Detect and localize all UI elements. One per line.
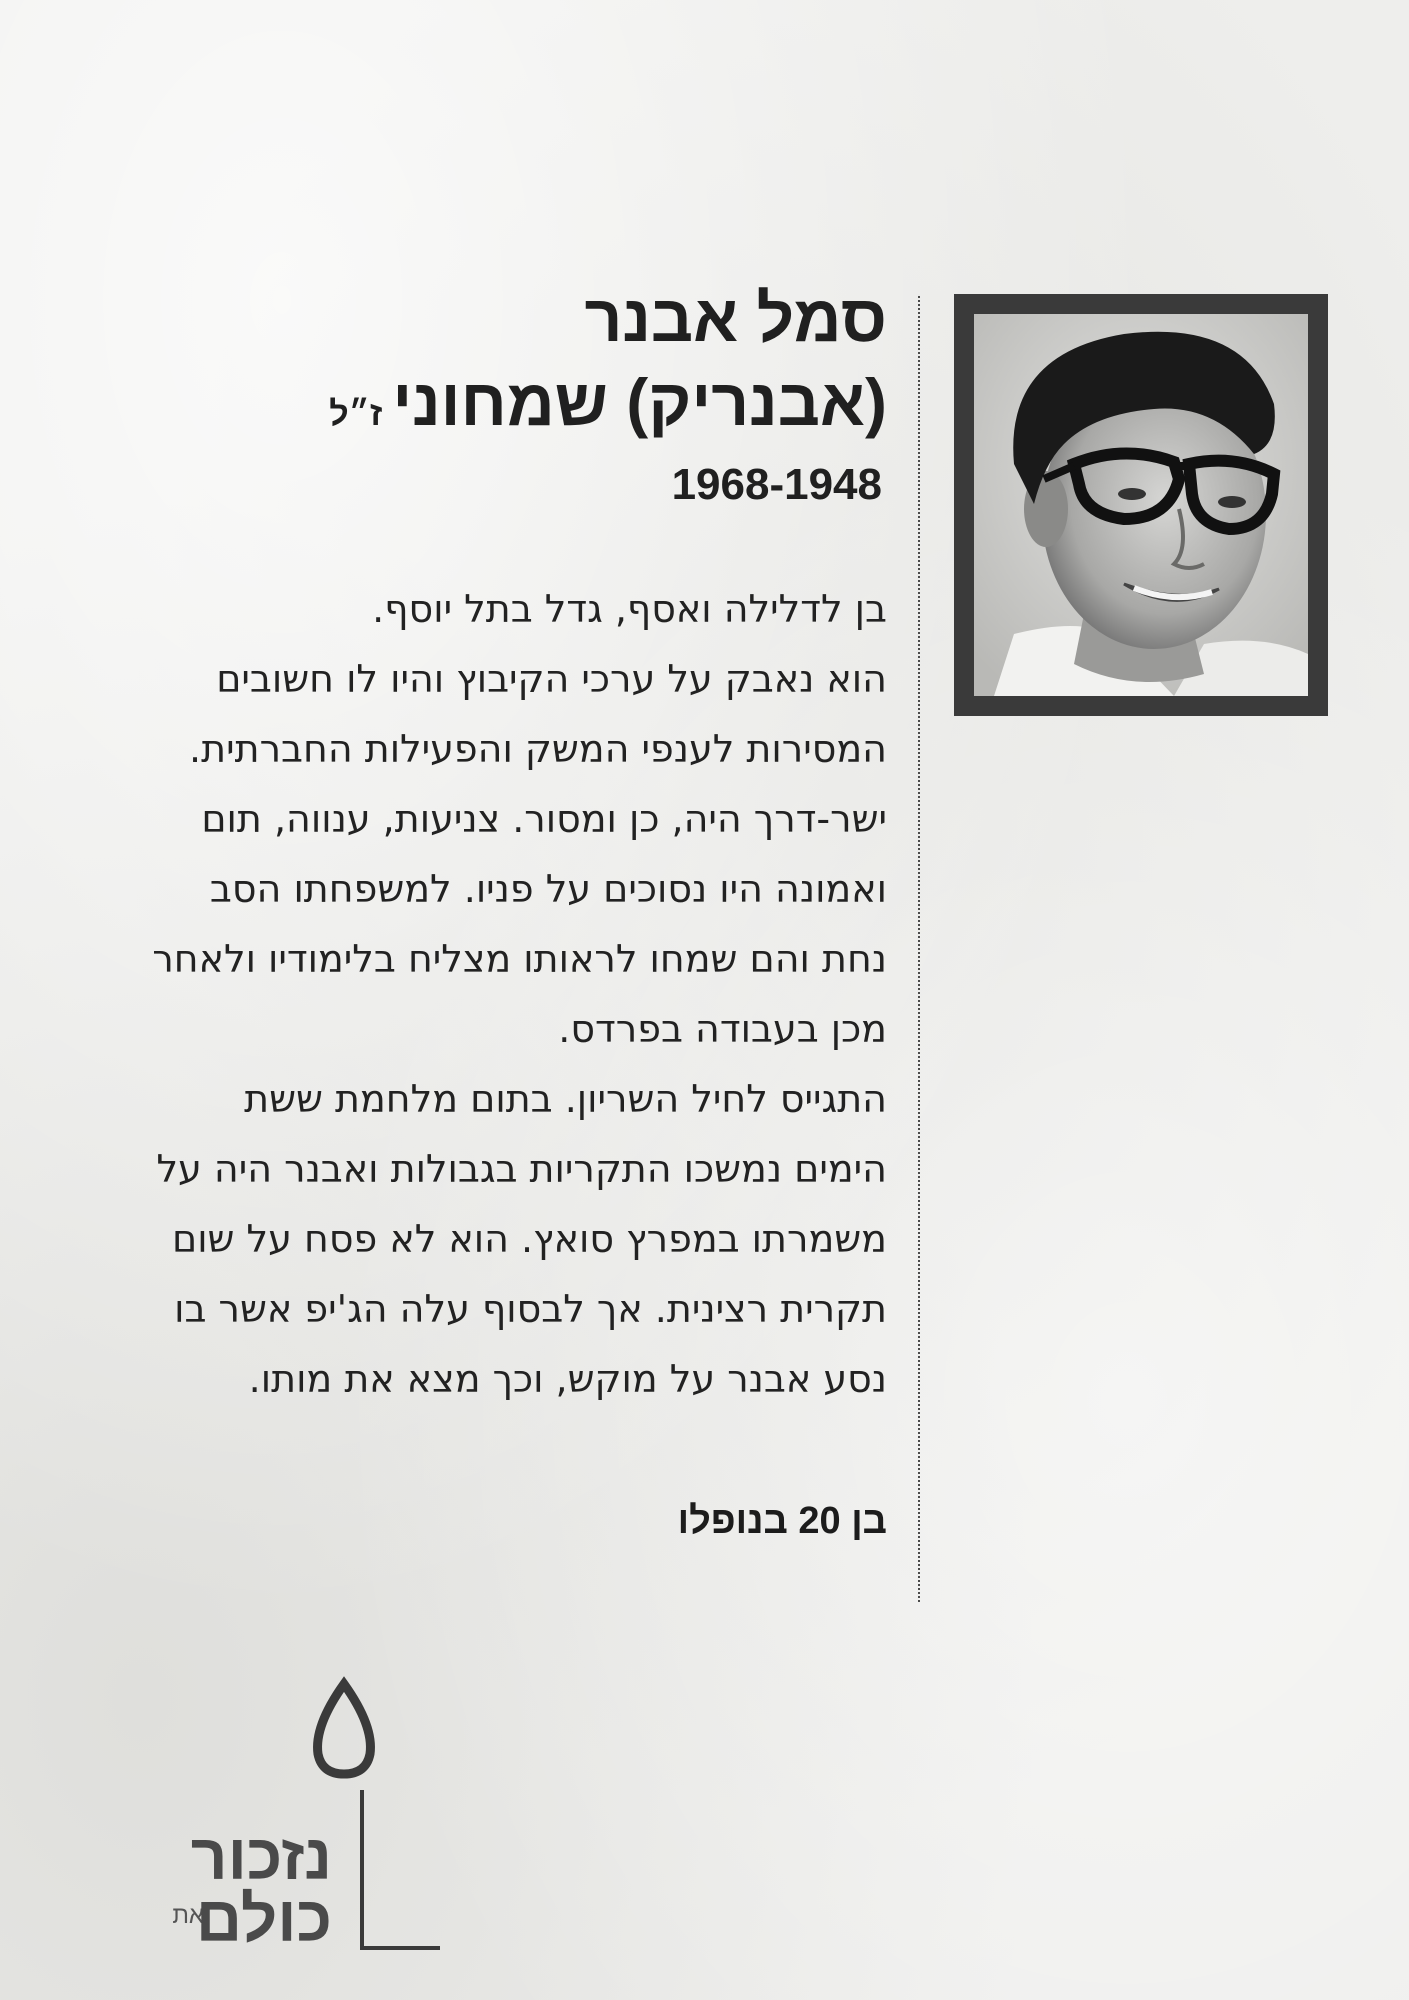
bio-line: ישר-דרך היה, כן ומסור. צניעות, ענווה, תום bbox=[201, 797, 887, 841]
bio-line: נסע אבנר על מוקש, וכך מצא את מותו. bbox=[248, 1357, 887, 1401]
bio-line: ואמונה היו נסוכים על פניו. למשפחתו הסב bbox=[209, 867, 887, 911]
dotted-divider bbox=[918, 296, 920, 1602]
logo-line-1: נזכור bbox=[190, 1821, 332, 1893]
bio-line: משמרתו במפרץ סואץ. הוא לא פסח על שום bbox=[171, 1217, 887, 1261]
memorial-title bbox=[127, 276, 887, 456]
logo-small-word: את bbox=[172, 1902, 204, 1929]
name-line-2 bbox=[127, 360, 887, 456]
age-at-death: בן 20 בנופלו bbox=[677, 1500, 887, 1542]
portrait-photo bbox=[974, 314, 1308, 696]
bio-line: תקרית רצינית. אך לבסוף עלה הג'יפ אשר בו bbox=[174, 1287, 887, 1331]
bio-line: מכן בעבודה בפרדס. bbox=[558, 1007, 887, 1051]
logo-line-2: כולם bbox=[195, 1883, 332, 1955]
biography bbox=[107, 574, 887, 1414]
life-years: 1968-1948 bbox=[671, 460, 882, 509]
bio-line: המסירות לענפי המשק והפעילות החברתית. bbox=[189, 727, 887, 771]
name-line-2-text: (אבנריק) שמחוני bbox=[392, 365, 887, 439]
name-line-1: סמל אבנר bbox=[584, 281, 887, 355]
bio-line: הוא נאבק על ערכי הקיבוץ והיו לו חשובים bbox=[216, 657, 887, 701]
bio-line: התגייס לחיל השריון. בתום מלחמת ששת bbox=[244, 1077, 887, 1121]
remember-all-logo bbox=[118, 1676, 448, 1956]
bio-line: בן לדלילה ואסף, גדל בתל יוסף. bbox=[372, 587, 887, 631]
bio-line: הימים נמשכו התקריות בגבולות ואבנר היה על bbox=[156, 1147, 887, 1191]
portrait-frame bbox=[954, 294, 1328, 716]
bio-line: נחת והם שמחו לראותו מצליח בלימודיו ולאחר bbox=[152, 937, 887, 981]
honorific: ז״ל bbox=[329, 395, 383, 433]
